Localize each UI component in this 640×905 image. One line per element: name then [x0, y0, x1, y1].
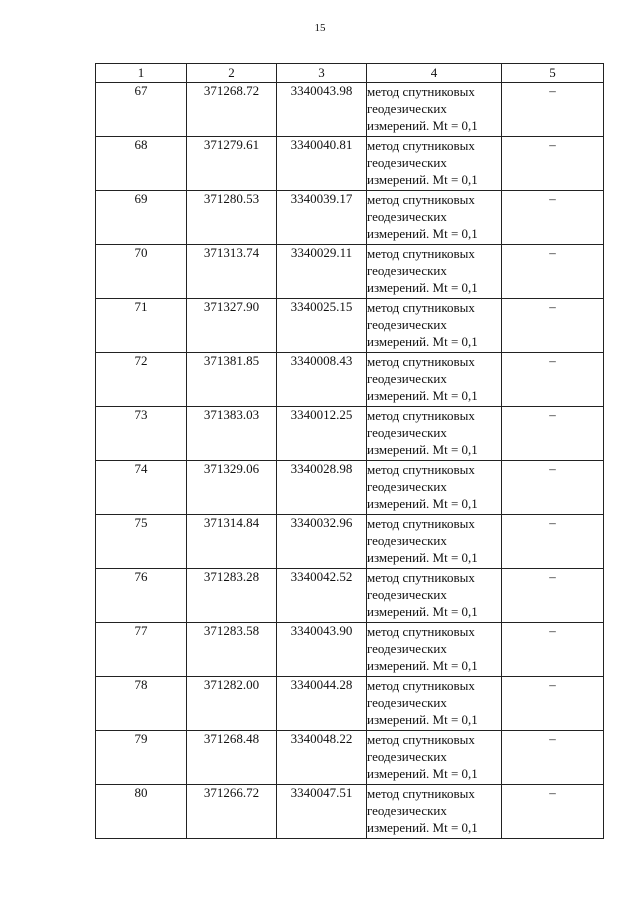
method-line: геодезических: [367, 587, 447, 602]
x-coordinate-cell: 371268.48: [187, 731, 277, 785]
note-cell: –: [502, 83, 604, 137]
method-line: метод спутниковых: [367, 678, 475, 693]
y-coordinate-cell: 3340029.11: [277, 245, 367, 299]
x-coordinate-cell: 371283.28: [187, 569, 277, 623]
point-number-cell: 77: [96, 623, 187, 677]
method-line: геодезических: [367, 695, 447, 710]
method-line: метод спутниковых: [367, 786, 475, 801]
note-cell: –: [502, 785, 604, 839]
x-coordinate-cell: 371279.61: [187, 137, 277, 191]
method-line: измерений. Mt = 0,1: [367, 658, 478, 673]
note-cell: –: [502, 353, 604, 407]
note-cell: –: [502, 245, 604, 299]
method-line: измерений. Mt = 0,1: [367, 280, 478, 295]
note-cell: –: [502, 623, 604, 677]
y-coordinate-cell: 3340044.28: [277, 677, 367, 731]
coordinates-table: [95, 63, 604, 839]
x-coordinate-cell: 371327.90: [187, 299, 277, 353]
method-cell: [367, 461, 502, 515]
method-line: метод спутниковых: [367, 408, 475, 423]
method-cell: [367, 245, 502, 299]
point-number-cell: 71: [96, 299, 187, 353]
method-line: геодезических: [367, 533, 447, 548]
page-number: 15: [314, 22, 326, 34]
y-coordinate-cell: 3340032.96: [277, 515, 367, 569]
method-cell: [367, 731, 502, 785]
table-row: [96, 245, 604, 299]
method-line: геодезических: [367, 749, 447, 764]
point-number-cell: 74: [96, 461, 187, 515]
method-line: геодезических: [367, 803, 447, 818]
method-line: метод спутниковых: [367, 192, 475, 207]
method-line: измерений. Mt = 0,1: [367, 334, 478, 349]
table-body: [96, 83, 604, 839]
x-coordinate-cell: 371282.00: [187, 677, 277, 731]
method-line: геодезических: [367, 101, 447, 116]
point-number-cell: 68: [96, 137, 187, 191]
point-number-cell: 69: [96, 191, 187, 245]
x-coordinate-cell: 371268.72: [187, 83, 277, 137]
note-cell: –: [502, 299, 604, 353]
x-coordinate-cell: 371383.03: [187, 407, 277, 461]
table-row: [96, 677, 604, 731]
method-line: метод спутниковых: [367, 516, 475, 531]
method-line: метод спутниковых: [367, 732, 475, 747]
method-line: измерений. Mt = 0,1: [367, 226, 478, 241]
method-cell: [367, 623, 502, 677]
y-coordinate-cell: 3340043.98: [277, 83, 367, 137]
point-number-cell: 70: [96, 245, 187, 299]
point-number-cell: 72: [96, 353, 187, 407]
method-line: метод спутниковых: [367, 300, 475, 315]
method-cell: [367, 569, 502, 623]
method-line: метод спутниковых: [367, 624, 475, 639]
x-coordinate-cell: 371329.06: [187, 461, 277, 515]
x-coordinate-cell: 371314.84: [187, 515, 277, 569]
y-coordinate-cell: 3340025.15: [277, 299, 367, 353]
point-number-cell: 78: [96, 677, 187, 731]
table-row: [96, 569, 604, 623]
method-line: измерений. Mt = 0,1: [367, 766, 478, 781]
method-line: измерений. Mt = 0,1: [367, 550, 478, 565]
y-coordinate-cell: 3340039.17: [277, 191, 367, 245]
y-coordinate-cell: 3340043.90: [277, 623, 367, 677]
header-col-1: 1: [96, 64, 187, 83]
table-row: [96, 731, 604, 785]
method-line: геодезических: [367, 425, 447, 440]
note-cell: –: [502, 461, 604, 515]
y-coordinate-cell: 3340047.51: [277, 785, 367, 839]
table-row: [96, 407, 604, 461]
method-line: измерений. Mt = 0,1: [367, 820, 478, 835]
note-cell: –: [502, 407, 604, 461]
method-cell: [367, 353, 502, 407]
header-col-4: 4: [367, 64, 502, 83]
point-number-cell: 80: [96, 785, 187, 839]
method-line: геодезических: [367, 263, 447, 278]
method-line: метод спутниковых: [367, 84, 475, 99]
note-cell: –: [502, 731, 604, 785]
y-coordinate-cell: 3340028.98: [277, 461, 367, 515]
point-number-cell: 79: [96, 731, 187, 785]
table-header: [96, 64, 604, 83]
table-row: [96, 515, 604, 569]
table-row: [96, 785, 604, 839]
method-line: измерений. Mt = 0,1: [367, 604, 478, 619]
method-line: геодезических: [367, 479, 447, 494]
method-line: геодезических: [367, 371, 447, 386]
point-number-cell: 67: [96, 83, 187, 137]
method-line: метод спутниковых: [367, 354, 475, 369]
table-row: [96, 461, 604, 515]
method-cell: [367, 191, 502, 245]
x-coordinate-cell: 371283.58: [187, 623, 277, 677]
header-col-5: 5: [502, 64, 604, 83]
method-line: измерений. Mt = 0,1: [367, 496, 478, 511]
method-line: геодезических: [367, 209, 447, 224]
table-row: [96, 83, 604, 137]
method-line: геодезических: [367, 317, 447, 332]
y-coordinate-cell: 3340008.43: [277, 353, 367, 407]
note-cell: –: [502, 137, 604, 191]
method-cell: [367, 407, 502, 461]
method-line: метод спутниковых: [367, 570, 475, 585]
method-cell: [367, 785, 502, 839]
point-number-cell: 73: [96, 407, 187, 461]
note-cell: –: [502, 191, 604, 245]
y-coordinate-cell: 3340048.22: [277, 731, 367, 785]
method-line: метод спутниковых: [367, 138, 475, 153]
method-cell: [367, 137, 502, 191]
method-line: измерений. Mt = 0,1: [367, 172, 478, 187]
header-col-3: 3: [277, 64, 367, 83]
x-coordinate-cell: 371313.74: [187, 245, 277, 299]
table-row: [96, 137, 604, 191]
header-row: [96, 64, 604, 83]
x-coordinate-cell: 371381.85: [187, 353, 277, 407]
header-col-2: 2: [187, 64, 277, 83]
method-line: геодезических: [367, 155, 447, 170]
note-cell: –: [502, 515, 604, 569]
method-line: геодезических: [367, 641, 447, 656]
method-line: метод спутниковых: [367, 246, 475, 261]
table-row: [96, 299, 604, 353]
method-cell: [367, 299, 502, 353]
point-number-cell: 75: [96, 515, 187, 569]
x-coordinate-cell: 371266.72: [187, 785, 277, 839]
table-row: [96, 623, 604, 677]
method-line: метод спутниковых: [367, 462, 475, 477]
method-line: измерений. Mt = 0,1: [367, 442, 478, 457]
note-cell: –: [502, 569, 604, 623]
point-number-cell: 76: [96, 569, 187, 623]
x-coordinate-cell: 371280.53: [187, 191, 277, 245]
method-line: измерений. Mt = 0,1: [367, 118, 478, 133]
method-cell: [367, 515, 502, 569]
table-row: [96, 353, 604, 407]
method-line: измерений. Mt = 0,1: [367, 388, 478, 403]
method-line: измерений. Mt = 0,1: [367, 712, 478, 727]
method-cell: [367, 83, 502, 137]
y-coordinate-cell: 3340012.25: [277, 407, 367, 461]
table-row: [96, 191, 604, 245]
note-cell: –: [502, 677, 604, 731]
method-cell: [367, 677, 502, 731]
y-coordinate-cell: 3340040.81: [277, 137, 367, 191]
y-coordinate-cell: 3340042.52: [277, 569, 367, 623]
